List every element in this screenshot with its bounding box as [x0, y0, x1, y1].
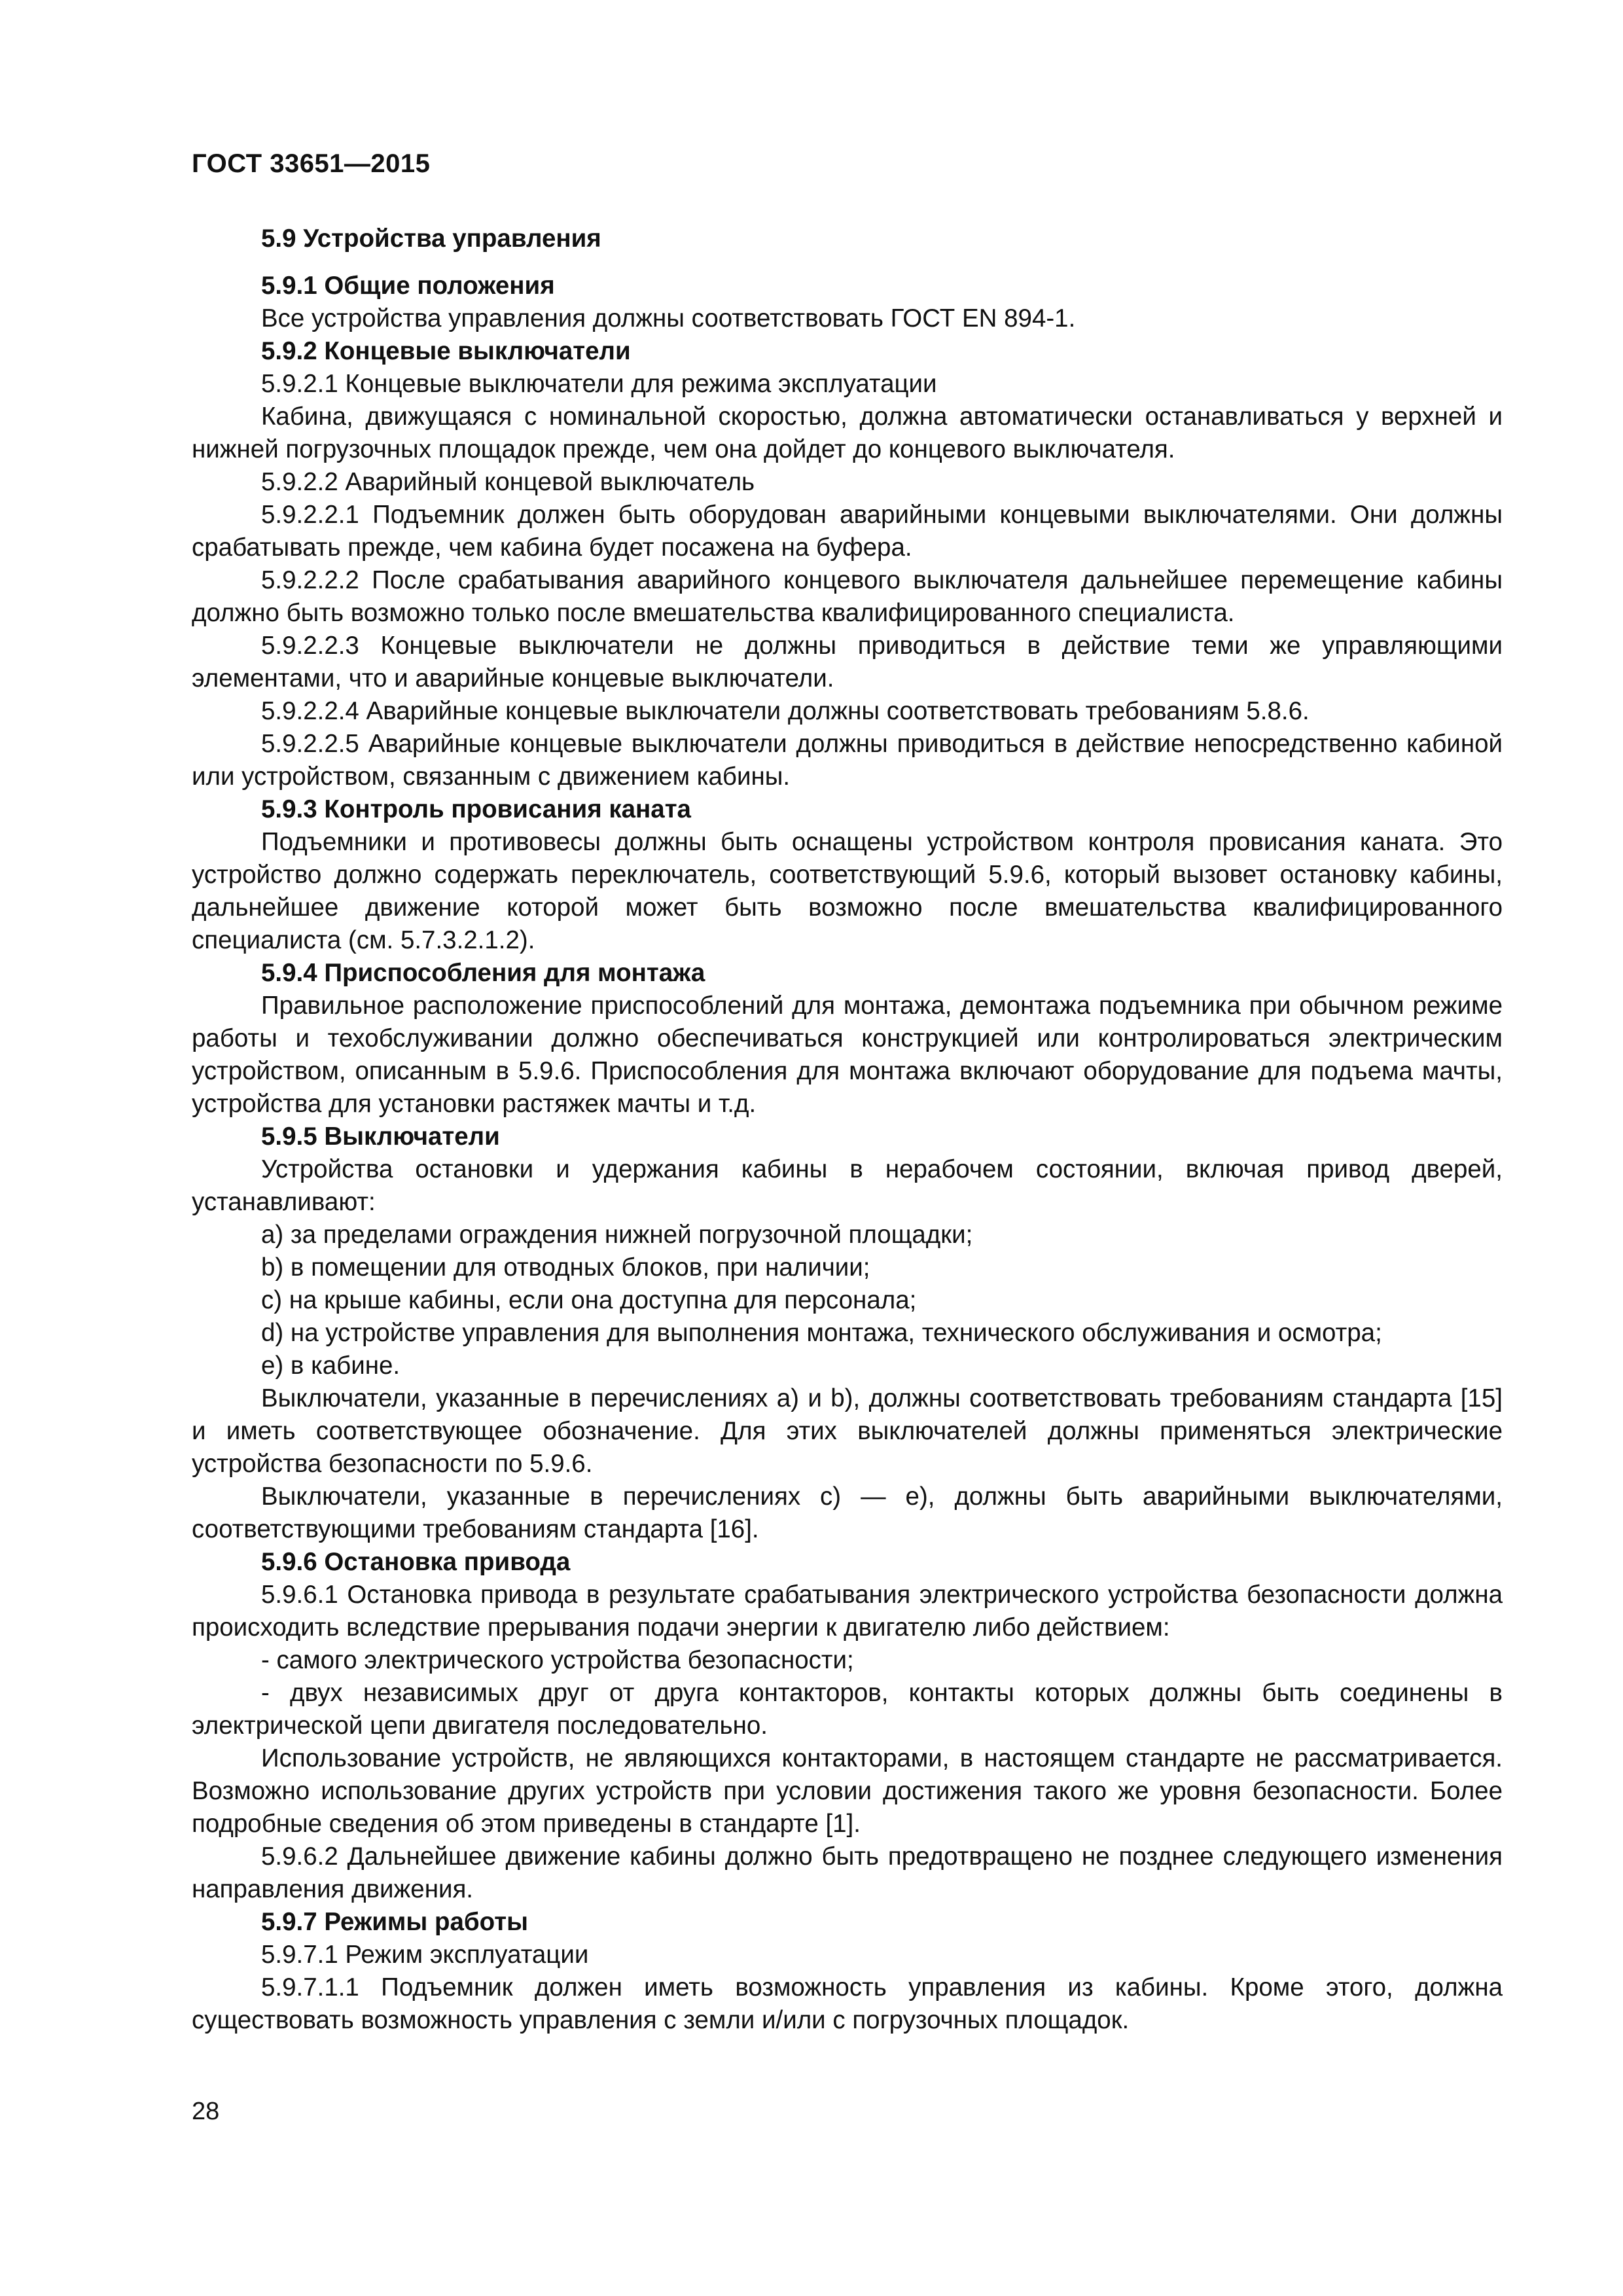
- list-item: b) в помещении для отводных блоков, при наличии;: [261, 1253, 870, 1282]
- subsection-heading: 5.9.7 Режимы работы: [261, 1908, 528, 1936]
- paragraph: 5.9.2.2.2 После срабатывания аварийного концевого выключателя дальнейшее перемещение кабины должно быть возможно только после вмешательства квалифицированного специалиста.: [192, 566, 1503, 627]
- paragraph: 5.9.2.2 Аварийный концевой выключатель: [261, 468, 755, 496]
- paragraph: 5.9.6.1 Остановка привода в результате срабатывания электрического устройства безопасности должна происходить вследствие прерывания подачи энергии к двигателю либо действием:: [192, 1581, 1503, 1641]
- paragraph: Использование устройств, не являющихся контакторами, в настоящем стандарте не рассматривается. Возможно использование других устройств при условии достижения такого же уровня безопасности. Более подробные сведения об этом приведены в стандарте [1].: [192, 1744, 1503, 1838]
- subsection-heading: 5.9.1 Общие положения: [261, 272, 555, 300]
- document-body: [192, 223, 1503, 2037]
- standard-header: ГОСТ 33651—2015: [192, 149, 431, 178]
- paragraph: Правильное расположение приспособлений для монтажа, демонтажа подъемника при обычном режиме работы и техобслуживании должно обеспечиваться конструкцией или контролироваться электрическим устройством, описанным в 5.9.6. Приспособления для монтажа включают оборудование для подъема мачты, устройства для установки растяжек мачты и т.д.: [192, 992, 1503, 1118]
- paragraph: 5.9.2.2.1 Подъемник должен быть оборудован аварийными концевыми выключателями. Они должны срабатывать прежде, чем кабина будет посажена на буфера.: [192, 501, 1503, 562]
- paragraph: 5.9.2.2.3 Концевые выключатели не должны приводиться в действие теми же управляющими элементами, что и аварийные концевые выключатели.: [192, 632, 1503, 692]
- list-item: e) в кабине.: [261, 1352, 401, 1380]
- section-heading: 5.9 Устройства управления: [261, 224, 601, 253]
- list-item: a) за пределами ограждения нижней погрузочной площадки;: [261, 1221, 973, 1249]
- paragraph: Кабина, движущаяся с номинальной скоростью, должна автоматически останавливаться у верхней и нижней погрузочных площадок прежде, чем она дойдет до концевого выключателя.: [192, 403, 1503, 463]
- paragraph: 5.9.2.1 Концевые выключатели для режима эксплуатации: [261, 370, 937, 398]
- paragraph: Выключатели, указанные в перечислениях a) и b), должны соответствовать требованиям стандарта [15] и иметь соответствующее обозначение. Для этих выключателей должны применяться электрические устройства безопасности по 5.9.6.: [192, 1384, 1503, 1478]
- subsection-heading: 5.9.2 Концевые выключатели: [261, 337, 631, 365]
- subsection-heading: 5.9.6 Остановка привода: [261, 1548, 571, 1576]
- subsection-heading: 5.9.5 Выключатели: [261, 1122, 500, 1151]
- paragraph: 5.9.7.1 Режим эксплуатации: [261, 1941, 589, 1969]
- paragraph: 5.9.7.1.1 Подъемник должен иметь возможность управления из кабины. Кроме этого, должна существовать возможность управления с земли и/или с погрузочных площадок.: [192, 1973, 1503, 2034]
- paragraph: Все устройства управления должны соответствовать ГОСТ EN 894-1.: [261, 304, 1076, 332]
- paragraph: 5.9.2.2.4 Аварийные концевые выключатели должны соответствовать требованиям 5.8.6.: [261, 697, 1310, 725]
- list-item: d) на устройстве управления для выполнения монтажа, технического обслуживания и осмотра;: [261, 1319, 1382, 1347]
- list-item: - двух независимых друг от друга контакторов, контакты которых должны быть соединены в электрической цепи двигателя последовательно.: [192, 1679, 1503, 1740]
- paragraph: Устройства остановки и удержания кабины в нерабочем состоянии, включая привод дверей, устанавливают:: [192, 1155, 1503, 1216]
- subsection-heading: 5.9.4 Приспособления для монтажа: [261, 959, 705, 987]
- list-item: - самого электрического устройства безопасности;: [261, 1646, 854, 1674]
- paragraph: 5.9.2.2.5 Аварийные концевые выключатели должны приводиться в действие непосредственно кабиной или устройством, связанным с движением кабины.: [192, 730, 1503, 791]
- paragraph: Подъемники и противовесы должны быть оснащены устройством контроля провисания каната. Это устройство должно содержать переключатель, соответствующий 5.9.6, который вызовет остановку кабины, дальнейшее движение которой может быть возможно после вмешательства квалифицированного специалиста (см. 5.7.3.2.1.2).: [192, 828, 1503, 954]
- subsection-heading: 5.9.3 Контроль провисания каната: [261, 795, 691, 823]
- list-item: c) на крыше кабины, если она доступна для персонала;: [261, 1286, 917, 1314]
- paragraph: 5.9.6.2 Дальнейшее движение кабины должно быть предотвращено не позднее следующего изменения направления движения.: [192, 1842, 1503, 1903]
- page-number: 28: [192, 2098, 220, 2125]
- paragraph: Выключатели, указанные в перечислениях c) — e), должны быть аварийными выключателями, соответствующими требованиям стандарта [16].: [192, 1482, 1503, 1543]
